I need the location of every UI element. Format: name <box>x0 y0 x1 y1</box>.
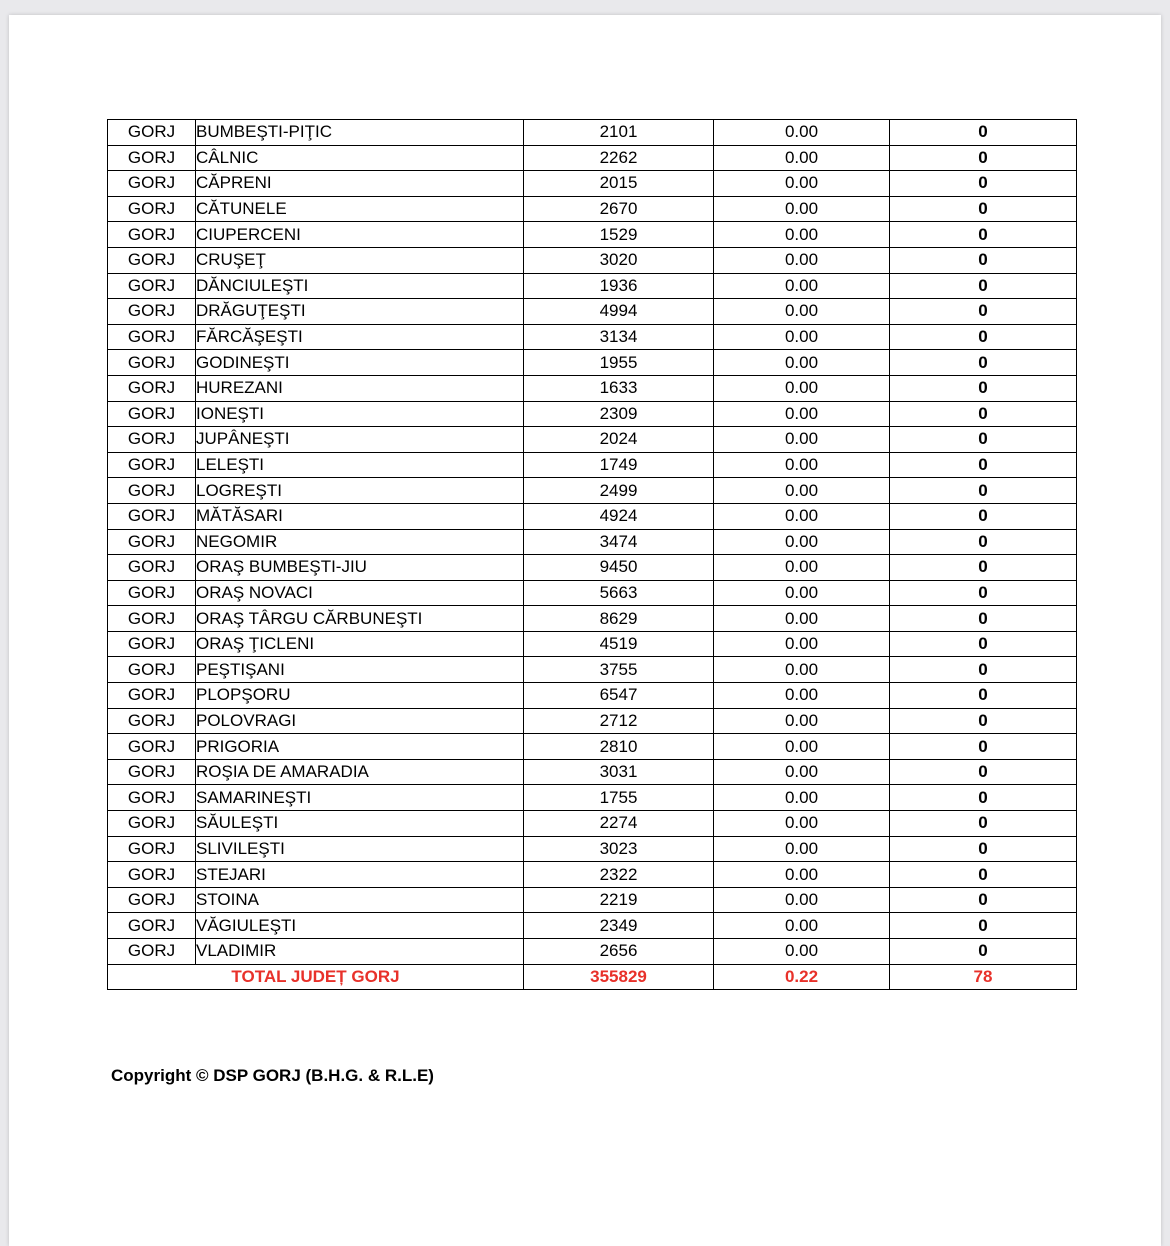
table-row <box>108 580 1077 606</box>
population-cell: 2024 <box>524 427 714 453</box>
locality-cell: LELEŞTI <box>196 452 524 478</box>
county-cell: GORJ <box>108 452 196 478</box>
rate-cell: 0.00 <box>714 171 890 197</box>
cases-cell: 0 <box>890 631 1077 657</box>
locality-cell: NEGOMIR <box>196 529 524 555</box>
cases-cell: 0 <box>890 683 1077 709</box>
county-cell: GORJ <box>108 529 196 555</box>
cases-cell: 0 <box>890 273 1077 299</box>
locality-cell: VĂGIULEŞTI <box>196 913 524 939</box>
total-row <box>108 964 1077 990</box>
locality-cell: GODINEŞTI <box>196 350 524 376</box>
cases-cell: 0 <box>890 657 1077 683</box>
table-row <box>108 862 1077 888</box>
rate-cell: 0.00 <box>714 120 890 146</box>
table-row <box>108 657 1077 683</box>
copyright-notice: Copyright © DSP GORJ (B.H.G. & R.L.E) <box>111 1066 434 1085</box>
table-row <box>108 631 1077 657</box>
rate-cell: 0.00 <box>714 657 890 683</box>
locality-cell: CRUŞEŢ <box>196 247 524 273</box>
county-cell: GORJ <box>108 785 196 811</box>
locality-cell: DĂNCIULEŞTI <box>196 273 524 299</box>
table-row <box>108 350 1077 376</box>
county-cell: GORJ <box>108 887 196 913</box>
county-cell: GORJ <box>108 811 196 837</box>
cases-cell: 0 <box>890 580 1077 606</box>
table-row <box>108 324 1077 350</box>
table-row <box>108 452 1077 478</box>
rate-cell: 0.00 <box>714 580 890 606</box>
population-cell: 1633 <box>524 375 714 401</box>
table-row <box>108 811 1077 837</box>
county-cell: GORJ <box>108 247 196 273</box>
cases-cell: 0 <box>890 478 1077 504</box>
table-row <box>108 171 1077 197</box>
cases-cell: 0 <box>890 606 1077 632</box>
county-cell: GORJ <box>108 222 196 248</box>
rate-cell: 0.00 <box>714 350 890 376</box>
cases-cell: 0 <box>890 145 1077 171</box>
table-row <box>108 401 1077 427</box>
table-row <box>108 555 1077 581</box>
locality-cell: IONEŞTI <box>196 401 524 427</box>
rate-cell: 0.00 <box>714 811 890 837</box>
locality-cell: HUREZANI <box>196 375 524 401</box>
table-row <box>108 375 1077 401</box>
population-cell: 3474 <box>524 529 714 555</box>
population-cell: 2712 <box>524 708 714 734</box>
document-page <box>9 15 1161 1246</box>
locality-cell: CĂTUNELE <box>196 196 524 222</box>
population-cell: 4994 <box>524 299 714 325</box>
population-cell: 2262 <box>524 145 714 171</box>
county-cell: GORJ <box>108 555 196 581</box>
locality-cell: STEJARI <box>196 862 524 888</box>
county-cell: GORJ <box>108 324 196 350</box>
cases-cell: 0 <box>890 196 1077 222</box>
rate-cell: 0.00 <box>714 631 890 657</box>
locality-cell: SĂULEŞTI <box>196 811 524 837</box>
total-rate-cell: 0.22 <box>714 964 890 990</box>
cases-cell: 0 <box>890 375 1077 401</box>
population-cell: 6547 <box>524 683 714 709</box>
cases-cell: 0 <box>890 913 1077 939</box>
locality-cell: VLADIMIR <box>196 939 524 965</box>
cases-cell: 0 <box>890 811 1077 837</box>
localities-table <box>107 119 1077 990</box>
cases-cell: 0 <box>890 939 1077 965</box>
population-cell: 2015 <box>524 171 714 197</box>
rate-cell: 0.00 <box>714 401 890 427</box>
table-row <box>108 939 1077 965</box>
county-cell: GORJ <box>108 606 196 632</box>
population-cell: 8629 <box>524 606 714 632</box>
cases-cell: 0 <box>890 836 1077 862</box>
rate-cell: 0.00 <box>714 503 890 529</box>
rate-cell: 0.00 <box>714 913 890 939</box>
population-cell: 2322 <box>524 862 714 888</box>
rate-cell: 0.00 <box>714 222 890 248</box>
rate-cell: 0.00 <box>714 862 890 888</box>
county-cell: GORJ <box>108 862 196 888</box>
cases-cell: 0 <box>890 171 1077 197</box>
population-cell: 1936 <box>524 273 714 299</box>
population-cell: 2670 <box>524 196 714 222</box>
cases-cell: 0 <box>890 350 1077 376</box>
table-row <box>108 913 1077 939</box>
total-cases-cell: 78 <box>890 964 1077 990</box>
table-row <box>108 120 1077 146</box>
county-cell: GORJ <box>108 427 196 453</box>
locality-cell: PLOPŞORU <box>196 683 524 709</box>
county-cell: GORJ <box>108 120 196 146</box>
cases-cell: 0 <box>890 247 1077 273</box>
table-row <box>108 683 1077 709</box>
county-cell: GORJ <box>108 939 196 965</box>
table-row <box>108 478 1077 504</box>
population-cell: 5663 <box>524 580 714 606</box>
table-row <box>108 503 1077 529</box>
table-row <box>108 196 1077 222</box>
population-cell: 2101 <box>524 120 714 146</box>
locality-cell: ROŞIA DE AMARADIA <box>196 759 524 785</box>
locality-cell: PEŞTIŞANI <box>196 657 524 683</box>
rate-cell: 0.00 <box>714 836 890 862</box>
county-cell: GORJ <box>108 478 196 504</box>
population-cell: 4519 <box>524 631 714 657</box>
rate-cell: 0.00 <box>714 375 890 401</box>
county-cell: GORJ <box>108 273 196 299</box>
locality-cell: ORAŞ NOVACI <box>196 580 524 606</box>
population-cell: 3020 <box>524 247 714 273</box>
population-cell: 4924 <box>524 503 714 529</box>
population-cell: 2219 <box>524 887 714 913</box>
county-cell: GORJ <box>108 171 196 197</box>
rate-cell: 0.00 <box>714 683 890 709</box>
locality-cell: CIUPERCENI <box>196 222 524 248</box>
total-label-cell: TOTAL JUDEȚ GORJ <box>108 964 524 990</box>
county-cell: GORJ <box>108 145 196 171</box>
cases-cell: 0 <box>890 324 1077 350</box>
cases-cell: 0 <box>890 734 1077 760</box>
county-cell: GORJ <box>108 759 196 785</box>
county-cell: GORJ <box>108 631 196 657</box>
table-row <box>108 222 1077 248</box>
cases-cell: 0 <box>890 120 1077 146</box>
population-cell: 1529 <box>524 222 714 248</box>
table-row <box>108 836 1077 862</box>
locality-cell: JUPÂNEŞTI <box>196 427 524 453</box>
locality-cell: SAMARINEŞTI <box>196 785 524 811</box>
rate-cell: 0.00 <box>714 759 890 785</box>
table-row <box>108 247 1077 273</box>
table-row <box>108 734 1077 760</box>
cases-cell: 0 <box>890 862 1077 888</box>
table-row <box>108 759 1077 785</box>
rate-cell: 0.00 <box>714 324 890 350</box>
cases-cell: 0 <box>890 503 1077 529</box>
population-cell: 3031 <box>524 759 714 785</box>
county-cell: GORJ <box>108 299 196 325</box>
cases-cell: 0 <box>890 887 1077 913</box>
rate-cell: 0.00 <box>714 555 890 581</box>
locality-cell: LOGREŞTI <box>196 478 524 504</box>
rate-cell: 0.00 <box>714 939 890 965</box>
table-row <box>108 299 1077 325</box>
table-row <box>108 145 1077 171</box>
cases-cell: 0 <box>890 222 1077 248</box>
population-cell: 1955 <box>524 350 714 376</box>
rate-cell: 0.00 <box>714 708 890 734</box>
table-row <box>108 427 1077 453</box>
rate-cell: 0.00 <box>714 196 890 222</box>
rate-cell: 0.00 <box>714 273 890 299</box>
population-cell: 1749 <box>524 452 714 478</box>
locality-cell: POLOVRAGI <box>196 708 524 734</box>
population-cell: 2810 <box>524 734 714 760</box>
population-cell: 2499 <box>524 478 714 504</box>
county-cell: GORJ <box>108 350 196 376</box>
rate-cell: 0.00 <box>714 247 890 273</box>
cases-cell: 0 <box>890 759 1077 785</box>
county-cell: GORJ <box>108 734 196 760</box>
county-cell: GORJ <box>108 375 196 401</box>
locality-cell: ORAŞ ŢICLENI <box>196 631 524 657</box>
locality-cell: ORAŞ BUMBEŞTI-JIU <box>196 555 524 581</box>
rate-cell: 0.00 <box>714 529 890 555</box>
rate-cell: 0.00 <box>714 145 890 171</box>
cases-cell: 0 <box>890 529 1077 555</box>
county-cell: GORJ <box>108 683 196 709</box>
table-row <box>108 708 1077 734</box>
rate-cell: 0.00 <box>714 452 890 478</box>
county-cell: GORJ <box>108 196 196 222</box>
population-cell: 3134 <box>524 324 714 350</box>
cases-cell: 0 <box>890 401 1077 427</box>
population-cell: 2309 <box>524 401 714 427</box>
population-cell: 2349 <box>524 913 714 939</box>
county-cell: GORJ <box>108 836 196 862</box>
table-row <box>108 785 1077 811</box>
county-cell: GORJ <box>108 913 196 939</box>
table-row <box>108 273 1077 299</box>
locality-cell: SLIVILEŞTI <box>196 836 524 862</box>
population-cell: 9450 <box>524 555 714 581</box>
locality-cell: CÂLNIC <box>196 145 524 171</box>
county-cell: GORJ <box>108 503 196 529</box>
locality-cell: FĂRCĂŞEŞTI <box>196 324 524 350</box>
rate-cell: 0.00 <box>714 299 890 325</box>
locality-cell: BUMBEŞTI-PIŢIC <box>196 120 524 146</box>
total-population-cell: 355829 <box>524 964 714 990</box>
cases-cell: 0 <box>890 785 1077 811</box>
locality-cell: ORAŞ TÂRGU CĂRBUNEŞTI <box>196 606 524 632</box>
locality-cell: DRĂGUŢEŞTI <box>196 299 524 325</box>
county-cell: GORJ <box>108 580 196 606</box>
population-cell: 2656 <box>524 939 714 965</box>
rate-cell: 0.00 <box>714 606 890 632</box>
table-row <box>108 887 1077 913</box>
county-cell: GORJ <box>108 401 196 427</box>
county-cell: GORJ <box>108 657 196 683</box>
cases-cell: 0 <box>890 299 1077 325</box>
population-cell: 3755 <box>524 657 714 683</box>
locality-cell: CĂPRENI <box>196 171 524 197</box>
table-body <box>108 120 1077 990</box>
table-row <box>108 606 1077 632</box>
population-cell: 3023 <box>524 836 714 862</box>
rate-cell: 0.00 <box>714 478 890 504</box>
locality-cell: PRIGORIA <box>196 734 524 760</box>
rate-cell: 0.00 <box>714 887 890 913</box>
locality-cell: MĂTĂSARI <box>196 503 524 529</box>
rate-cell: 0.00 <box>714 427 890 453</box>
county-cell: GORJ <box>108 708 196 734</box>
cases-cell: 0 <box>890 555 1077 581</box>
rate-cell: 0.00 <box>714 734 890 760</box>
table-row <box>108 529 1077 555</box>
cases-cell: 0 <box>890 708 1077 734</box>
population-cell: 2274 <box>524 811 714 837</box>
rate-cell: 0.00 <box>714 785 890 811</box>
population-cell: 1755 <box>524 785 714 811</box>
locality-cell: STOINA <box>196 887 524 913</box>
cases-cell: 0 <box>890 452 1077 478</box>
cases-cell: 0 <box>890 427 1077 453</box>
